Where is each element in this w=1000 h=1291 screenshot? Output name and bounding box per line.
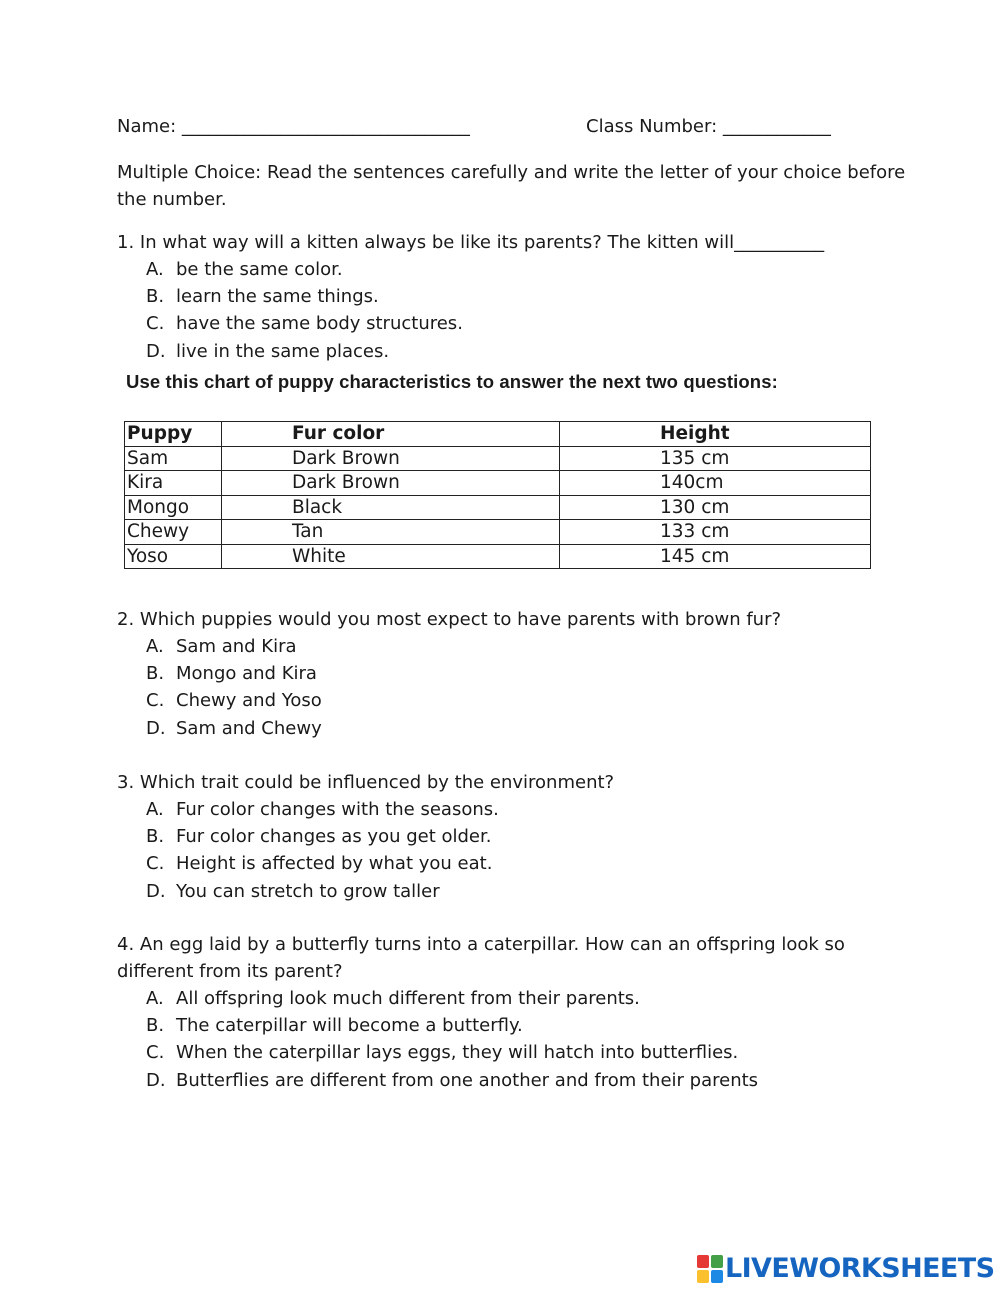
question-2-stem: 2. Which puppies would you most expect to have parents with brown fur? bbox=[117, 609, 782, 630]
question-3-option-c[interactable] bbox=[146, 850, 499, 877]
class-number-field[interactable]: Class Number: ____________ bbox=[586, 116, 831, 137]
puppy-chart-table bbox=[124, 421, 871, 569]
question-1-stem: 1. In what way will a kitten always be like its parents? The kitten will__________ bbox=[117, 232, 825, 253]
fur-color-cell: White bbox=[222, 544, 560, 569]
question-1-option-b[interactable] bbox=[146, 283, 463, 310]
question-3-option-b[interactable] bbox=[146, 823, 499, 850]
height-cell: 135 cm bbox=[560, 446, 871, 471]
question-2-option-a[interactable] bbox=[146, 633, 322, 660]
question-1-option-a[interactable] bbox=[146, 256, 463, 283]
option-text: Butterflies are different from one another and from their parents bbox=[176, 1069, 759, 1091]
option-text: All offspring look much different from their parents. bbox=[176, 988, 640, 1009]
logo-block-blue bbox=[711, 1270, 723, 1283]
option-text: live in the same places. bbox=[176, 340, 390, 362]
question-3-option-d[interactable] bbox=[146, 878, 499, 905]
header-fields bbox=[117, 116, 877, 144]
fur-color-cell: Tan bbox=[222, 520, 560, 545]
table-row bbox=[125, 495, 871, 520]
question-4-stem-line-2: different from its parent? bbox=[117, 961, 343, 982]
table-header-row bbox=[125, 422, 871, 447]
option-text: Chewy and Yoso bbox=[176, 690, 322, 712]
option-text: When the caterpillar lays eggs, they will hatch into butterflies. bbox=[176, 1042, 739, 1064]
height-cell: 133 cm bbox=[560, 520, 871, 545]
option-letter: D. bbox=[146, 340, 166, 362]
option-text: Sam and Kira bbox=[176, 636, 297, 657]
option-letter: A. bbox=[146, 799, 164, 820]
instructions-line-1: Multiple Choice: Read the sentences carefully and write the letter of your choice before bbox=[117, 162, 906, 183]
option-letter: B. bbox=[146, 1015, 165, 1037]
table-row bbox=[125, 471, 871, 496]
height-cell: 140cm bbox=[560, 471, 871, 496]
chart-instruction: Use this chart of puppy characteristics to answer the next two questions: bbox=[126, 371, 778, 392]
option-text: Sam and Chewy bbox=[176, 717, 322, 739]
question-2-option-b[interactable] bbox=[146, 660, 322, 687]
option-letter: D. bbox=[146, 717, 166, 739]
question-1-option-d[interactable] bbox=[146, 338, 463, 365]
logo-block-red bbox=[697, 1255, 709, 1268]
question-4-option-a[interactable] bbox=[146, 985, 758, 1012]
question-3-options bbox=[146, 796, 499, 905]
option-text: learn the same things. bbox=[176, 286, 379, 308]
option-text: The caterpillar will become a butterfly. bbox=[176, 1015, 523, 1037]
height-cell: 130 cm bbox=[560, 495, 871, 520]
puppy-name-cell: Yoso bbox=[125, 544, 222, 569]
option-text: Fur color changes as you get older. bbox=[176, 826, 492, 848]
logo-block-yellow bbox=[697, 1270, 709, 1283]
question-2-options bbox=[146, 633, 322, 742]
question-4-option-b[interactable] bbox=[146, 1012, 758, 1039]
table-row bbox=[125, 446, 871, 471]
option-text: have the same body structures. bbox=[176, 313, 463, 335]
question-2-option-d[interactable] bbox=[146, 715, 322, 742]
fur-color-cell: Dark Brown bbox=[222, 446, 560, 471]
table-row bbox=[125, 544, 871, 569]
option-letter: B. bbox=[146, 826, 165, 848]
option-text: Fur color changes with the seasons. bbox=[176, 799, 499, 820]
logo-block-green bbox=[711, 1255, 723, 1268]
fur-color-cell: Black bbox=[222, 495, 560, 520]
name-field[interactable]: Name: ________________________________ bbox=[117, 116, 470, 137]
question-2-option-c[interactable] bbox=[146, 687, 322, 714]
option-text: Height is affected by what you eat. bbox=[176, 853, 493, 875]
liveworksheets-logo-mark-icon bbox=[697, 1255, 723, 1283]
question-3-stem: 3. Which trait could be influenced by the environment? bbox=[117, 772, 615, 793]
option-letter: C. bbox=[146, 690, 165, 712]
option-letter: A. bbox=[146, 988, 164, 1009]
option-letter: C. bbox=[146, 1042, 165, 1064]
logo-text: LIVEWORKSHEETS bbox=[725, 1253, 995, 1284]
question-4-options bbox=[146, 985, 758, 1094]
puppy-name-cell: Chewy bbox=[125, 520, 222, 545]
option-text: You can stretch to grow taller bbox=[176, 880, 440, 902]
puppy-name-cell: Kira bbox=[125, 471, 222, 496]
instructions-line-2: the number. bbox=[117, 189, 227, 210]
option-letter: B. bbox=[146, 286, 165, 308]
option-text: be the same color. bbox=[176, 259, 343, 280]
column-header-puppy: Puppy bbox=[125, 422, 222, 447]
column-header-fur-color: Fur color bbox=[222, 422, 560, 447]
option-letter: A. bbox=[146, 259, 164, 280]
fur-color-cell: Dark Brown bbox=[222, 471, 560, 496]
option-letter: C. bbox=[146, 853, 165, 875]
puppy-name-cell: Mongo bbox=[125, 495, 222, 520]
option-letter: D. bbox=[146, 1069, 166, 1091]
question-4-option-c[interactable] bbox=[146, 1039, 758, 1066]
liveworksheets-logo[interactable] bbox=[697, 1253, 994, 1284]
puppy-name-cell: Sam bbox=[125, 446, 222, 471]
question-1-option-c[interactable] bbox=[146, 310, 463, 337]
option-letter: D. bbox=[146, 880, 166, 902]
table-row bbox=[125, 520, 871, 545]
option-letter: C. bbox=[146, 313, 165, 335]
question-4-stem-line-1: 4. An egg laid by a butterfly turns into a caterpillar. How can an offspring look so bbox=[117, 934, 845, 955]
question-1-options bbox=[146, 256, 463, 365]
column-header-height: Height bbox=[560, 422, 871, 447]
option-letter: B. bbox=[146, 663, 165, 685]
question-3-option-a[interactable] bbox=[146, 796, 499, 823]
height-cell: 145 cm bbox=[560, 544, 871, 569]
question-4-option-d[interactable] bbox=[146, 1067, 758, 1094]
option-letter: A. bbox=[146, 636, 164, 657]
option-text: Mongo and Kira bbox=[176, 663, 317, 685]
